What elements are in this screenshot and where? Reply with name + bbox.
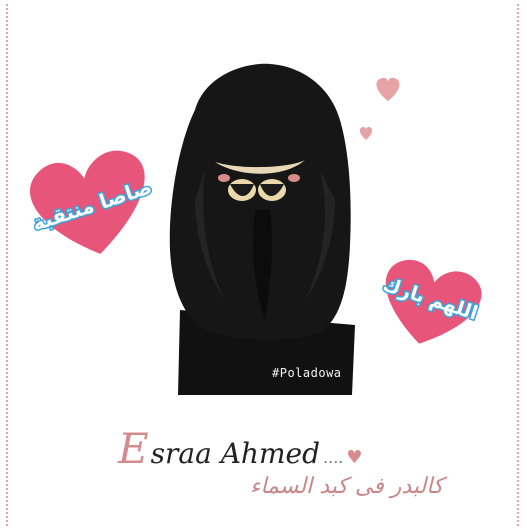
small-heart-icon: [376, 78, 399, 101]
right-heart-text: اللهم بارك: [380, 273, 481, 325]
signature: [118, 424, 363, 473]
left-heart-text: صاصا منتقبة: [29, 174, 155, 236]
niqab-figure: [170, 64, 355, 395]
signature-dots: ....: [323, 448, 344, 467]
small-heart-icon: [360, 127, 372, 140]
arabic-caption: كالبدر فى كبد السماء: [250, 474, 444, 499]
signature-name: sraa Ahmed: [150, 437, 321, 470]
watermark-hashtag: #Poladowa: [272, 366, 342, 380]
signature-heart-icon: ♥: [346, 447, 363, 468]
signature-initial: E: [118, 424, 149, 473]
